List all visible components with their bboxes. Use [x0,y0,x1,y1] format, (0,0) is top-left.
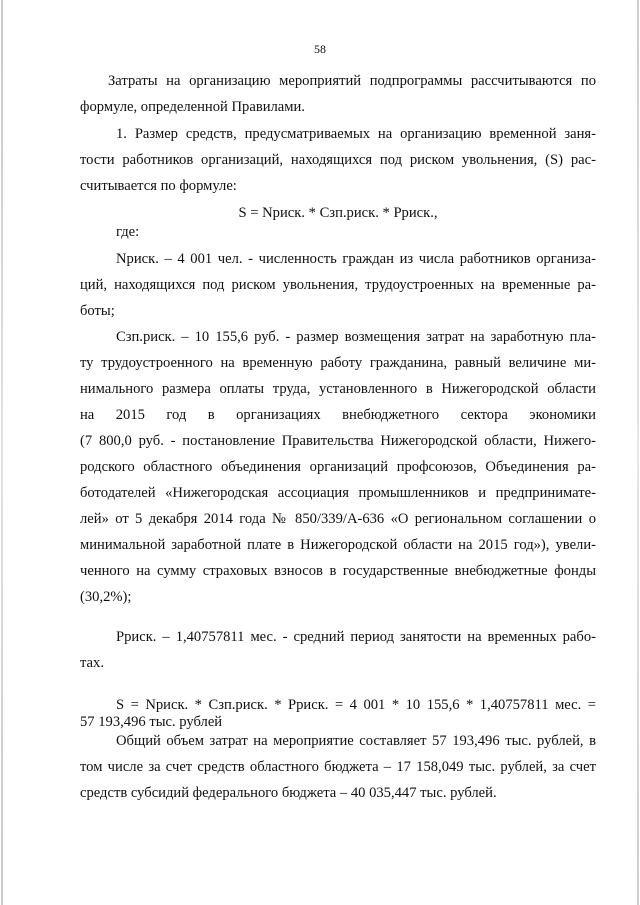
text-line: Nриск. – 4 001 чел. - численность граждан из числа работников организа- [116,251,596,267]
text-line: формуле, определенной Правилами. [80,99,305,115]
text-line: 1. Размер средств, предусматриваемых на организацию временной заня- [116,126,596,142]
text-line: Затраты на организацию мероприятий подпрограммы рассчитываются по [108,73,596,89]
formula-line: S = Nриск. * Сзп.риск. * Рриск. = 4 001 * 10 155,6 * 1,40757811 мес. = [116,697,596,713]
text-line: нимального размера оплаты труда, установленного в Нижегородской области [80,381,596,397]
formula-line: S = Nриск. * Сзп.риск. * Рриск., [238,205,438,221]
text-line: Сзп.риск. – 10 155,6 руб. - размер возмещения затрат на заработную пла- [116,329,596,345]
text-line: на 2015 год в организациях внебюджетного сектора экономики [80,407,596,423]
text-line: ту трудоустроенного на временную работу гражданина, равный величине ми- [80,355,596,371]
text-line: средств субсидий федерального бюджета – 40 035,447 тыс. рублей. [80,785,497,801]
text-line: ченного на сумму страховых взносов в государственные внебюджетные фонды [80,563,596,579]
text-line: Общий объем затрат на мероприятие составляет 57 193,496 тыс. рублей, в [116,733,596,749]
text-line: минимальной заработной плате в Нижегородской области на 2015 год»), увели- [80,537,596,553]
text-line: считывается по формуле: [80,178,237,194]
text-line: где: [116,224,140,240]
text-line: (7 800,0 руб. - постановление Правительства Нижегородской области, Нижего- [80,433,596,449]
text-line: боты; [80,303,115,319]
text-line: Рриск. – 1,40757811 мес. - средний период занятости на временных рабо- [116,629,596,645]
page-number: 58 [314,42,326,56]
page-left-edge [1,0,3,905]
text-line: родского областного объединения организаций профсоюзов, Объединения ра- [80,459,596,475]
page-right-edge [637,0,639,905]
formula-line: 57 193,496 тыс. рублей [80,714,223,730]
text-line: ботодателей «Нижегородская ассоциация промышленников и предпринимате- [80,485,596,501]
text-line: том числе за счет средств областного бюджета – 17 158,049 тыс. рублей, за счет [80,759,596,775]
text-line: лей» от 5 декабря 2014 года № 850/339/А-636 «О региональном соглашении о [80,511,596,527]
text-line: ций, находящихся под риском увольнения, трудоустроенных на временные ра- [80,277,596,293]
text-line: (30,2%); [80,589,132,605]
text-line: тости работников организаций, находящихся под риском увольнения, (S) рас- [80,152,596,168]
text-line: тах. [80,655,104,671]
